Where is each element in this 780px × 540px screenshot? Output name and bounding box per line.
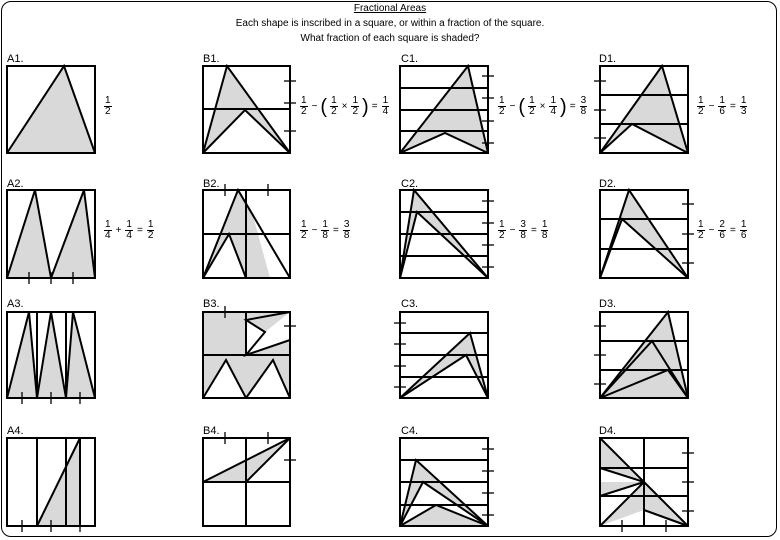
operator-equals: = [729, 225, 736, 236]
operator-equals: = [332, 225, 339, 236]
figure-d4 [600, 438, 694, 532]
fraction-numerator: 2 [719, 219, 725, 230]
paren-left: ( [320, 95, 328, 118]
figure-d1 [594, 66, 688, 153]
fraction-denominator: 8 [520, 230, 526, 241]
answer-b1 [298, 96, 391, 117]
fraction-numerator: 1 [322, 219, 328, 230]
fraction-denominator: 3 [740, 106, 747, 117]
figure-a3 [7, 312, 95, 404]
problem-label-c2: C2. [401, 178, 419, 190]
operator-minus: − [708, 225, 715, 236]
operator-minus: − [311, 101, 318, 112]
fraction-numerator: 1 [126, 219, 132, 230]
problem-label-d3: D3. [599, 298, 617, 310]
operator-equals: = [569, 101, 576, 112]
fraction-numerator: 1 [382, 95, 389, 106]
problem-label-a4: A4. [7, 425, 24, 437]
figure-a2 [7, 190, 95, 284]
fraction-denominator: 2 [499, 230, 505, 241]
operator-equals: = [371, 101, 378, 112]
paren-right: ) [362, 95, 369, 118]
fraction-numerator: 1 [352, 95, 359, 106]
fraction-denominator: 2 [698, 230, 704, 241]
figure-d3 [594, 312, 688, 398]
problem-label-b4: B4. [203, 425, 220, 437]
fraction-numerator: 1 [719, 95, 725, 106]
fraction-denominator: 8 [580, 106, 587, 117]
paren-left: ( [518, 95, 526, 118]
operator-minus: − [708, 101, 715, 112]
fraction-denominator: 6 [719, 106, 725, 117]
fraction-denominator: 6 [740, 230, 747, 241]
fraction-denominator: 4 [382, 106, 389, 117]
problem-label-c1: C1. [401, 53, 419, 65]
fraction-denominator: 4 [105, 230, 111, 241]
fraction-denominator: 2 [499, 106, 505, 117]
operator-times: × [341, 101, 348, 112]
problem-label-b2: B2. [203, 178, 220, 190]
answer-a2 [102, 220, 156, 241]
operator-equals: = [729, 101, 736, 112]
fraction-denominator: 2 [301, 230, 307, 241]
problem-label-d2: D2. [599, 178, 617, 190]
figure-a1 [7, 66, 95, 153]
operator-minus: − [509, 101, 516, 112]
fraction-numerator: 1 [529, 95, 535, 106]
problem-label-c4: C4. [401, 425, 419, 437]
fraction-numerator: 1 [105, 219, 111, 230]
fraction-numerator: 3 [520, 219, 526, 230]
operator-times: × [539, 101, 546, 112]
figure-c3 [394, 312, 488, 398]
figure-a4 [7, 438, 95, 532]
operator-equals: = [530, 225, 537, 236]
operator-minus: − [509, 225, 516, 236]
fraction-denominator: 6 [719, 230, 725, 241]
fraction-numerator: 1 [301, 219, 307, 230]
figure-c2 [400, 190, 494, 278]
fraction-numerator: 1 [499, 219, 505, 230]
figure-c1 [400, 66, 494, 153]
instructions-line-2: What fraction of each square is shaded? [300, 33, 480, 44]
figure-b4 [203, 432, 296, 526]
fraction-denominator: 8 [322, 230, 328, 241]
fraction-denominator: 2 [301, 106, 307, 117]
fraction-numerator: 1 [550, 95, 557, 106]
fraction-numerator: 3 [580, 95, 587, 106]
figure-b3 [203, 306, 296, 398]
answer-a1 [102, 96, 114, 117]
worksheet-title: Fractional Areas [353, 3, 427, 14]
figure-b1 [203, 66, 296, 153]
paren-right: ) [560, 95, 567, 118]
fraction-numerator: 1 [499, 95, 505, 106]
answer-b2 [298, 220, 352, 241]
problem-label-a1: A1. [7, 53, 24, 65]
operator-plus: + [115, 225, 122, 236]
problem-label-c3: C3. [401, 298, 419, 310]
fraction-numerator: 3 [343, 219, 350, 230]
problem-label-b3: B3. [203, 298, 220, 310]
problem-label-d4: D4. [599, 425, 617, 437]
fraction-denominator: 2 [147, 230, 154, 241]
problem-label-b1: B1. [203, 53, 220, 65]
fraction-numerator: 1 [331, 95, 337, 106]
figure-b2 [203, 184, 290, 278]
fraction-denominator: 4 [126, 230, 132, 241]
answer-d2 [695, 220, 749, 241]
fraction-numerator: 1 [105, 95, 111, 106]
fraction-numerator: 1 [541, 219, 548, 230]
operator-minus: − [311, 225, 318, 236]
fraction-denominator: 2 [529, 106, 535, 117]
fraction-denominator: 8 [343, 230, 350, 241]
fraction-denominator: 2 [331, 106, 337, 117]
instructions-line-1: Each shape is inscribed in a square, or within a fraction of the square. [235, 18, 545, 29]
figure-d2 [600, 190, 694, 278]
fraction-numerator: 1 [698, 95, 704, 106]
problem-label-a2: A2. [7, 178, 24, 190]
fraction-denominator: 2 [105, 106, 111, 117]
fraction-numerator: 1 [147, 219, 154, 230]
fraction-denominator: 2 [698, 106, 704, 117]
fraction-denominator: 4 [550, 106, 557, 117]
fraction-numerator: 1 [698, 219, 704, 230]
problem-label-a3: A3. [7, 298, 24, 310]
answer-d1 [695, 96, 749, 117]
fraction-numerator: 1 [301, 95, 307, 106]
answer-c1 [496, 96, 589, 117]
fraction-numerator: 1 [740, 219, 747, 230]
fraction-numerator: 1 [740, 95, 747, 106]
fraction-denominator: 2 [352, 106, 359, 117]
fraction-denominator: 8 [541, 230, 548, 241]
answer-c2 [496, 220, 550, 241]
figure-c4 [400, 438, 494, 526]
operator-equals: = [136, 225, 143, 236]
problem-label-d1: D1. [599, 53, 617, 65]
